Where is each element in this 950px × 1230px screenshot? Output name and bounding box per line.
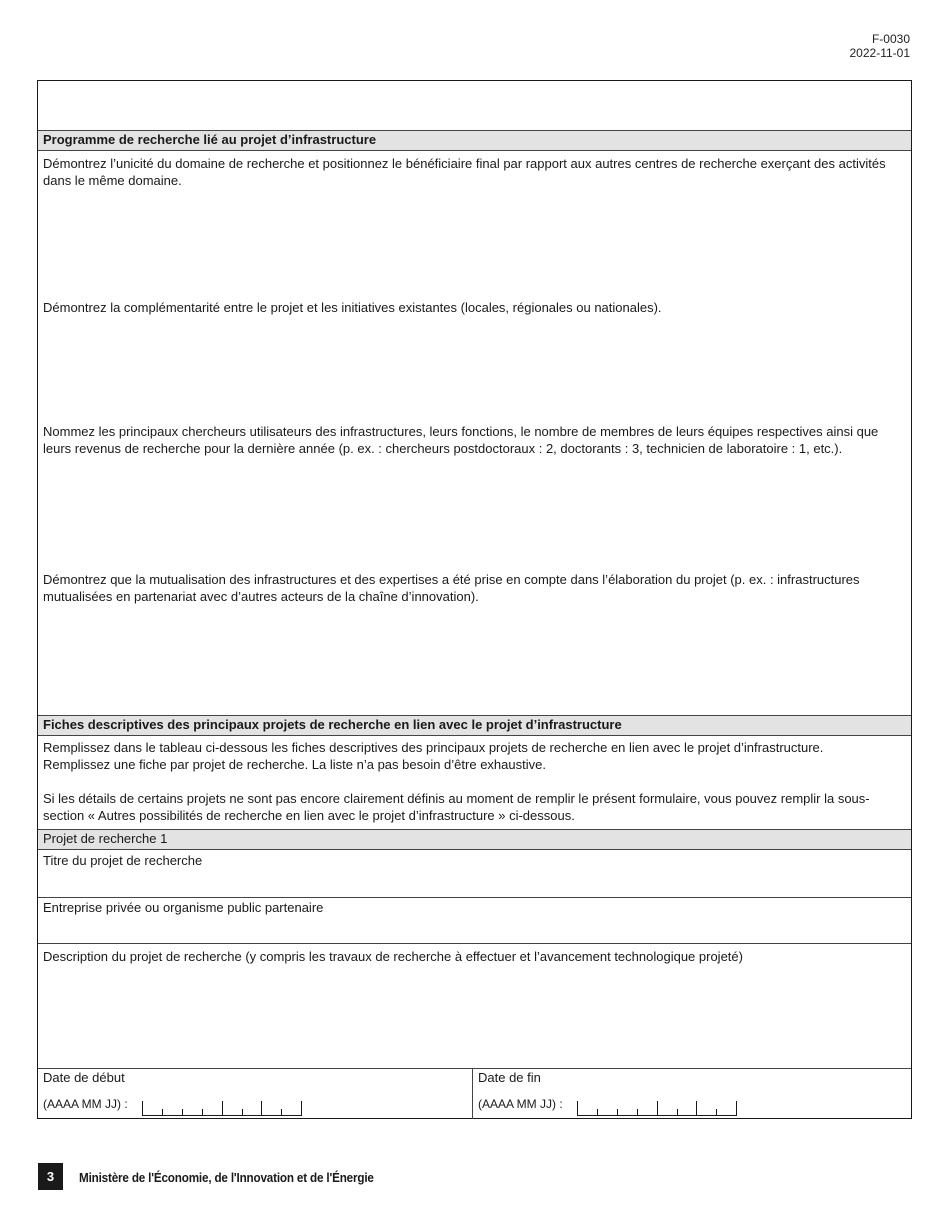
instruction-3: Si les détails de certains projets ne sont pas encore clairement définis au moment de remplir le présent formulaire, vous pouvez remplir la sous-section « Autres possibilités de recherche en lien avec le projet d’infrastructure » ci-dessous. — [43, 791, 870, 823]
end-date-format-hint: (AAAA MM JJ) : — [478, 1097, 563, 1111]
form-code — [850, 32, 911, 60]
question-uniqueness: Démontrez l’unicité du domaine de recherche et positionnez le bénéficiaire final par rapport aux autres centres de recherche exerçant des activités dans le même domaine. — [43, 156, 886, 188]
form-frame — [37, 80, 912, 1119]
divider — [38, 943, 911, 944]
question-researchers: Nommez les principaux chercheurs utilisateurs des infrastructures, leurs fonctions, le nombre de membres de leurs équipes respectives ainsi que leurs revenus de recherche pour la dernière année (p. ex. : chercheurs postdoctoraux : 2, doctorants : 3, technicien de laboratoire : 1, etc.). — [43, 424, 879, 456]
instruction-2: Remplissez une fiche par projet de recherche. La liste n’a pas besoin d’être exhaustive. — [43, 757, 546, 772]
answer-uniqueness[interactable] — [38, 191, 911, 296]
description-input[interactable] — [38, 967, 911, 1067]
ministry-name: Ministère de l'Économie, de l'Innovation et de l'Énergie — [79, 1170, 374, 1185]
description-label: Description du projet de recherche (y compris les travaux de recherche à effectuer et l’avancement technologique projeté) — [43, 949, 743, 964]
answer-pooling[interactable] — [38, 608, 911, 713]
start-date-label: Date de début — [43, 1070, 125, 1085]
question-pooling: Démontrez que la mutualisation des infrastructures et des expertises a été prise en compte dans l’élaboration du projet (p. ex. : infrastructures mutualisées en partenariat avec d’autres acteurs de la chaîne d’innovation). — [43, 572, 860, 604]
project-1-header: Projet de recherche 1 — [38, 829, 911, 850]
section-header-project-sheets: Fiches descriptives des principaux projets de recherche en lien avec le projet d’infrastructure — [38, 715, 911, 736]
project-title-input[interactable] — [38, 871, 911, 897]
end-date-label: Date de fin — [478, 1070, 541, 1085]
answer-researchers[interactable] — [38, 476, 911, 571]
end-date-cell — [473, 1068, 911, 1119]
project-title-label: Titre du projet de recherche — [43, 853, 203, 868]
section-header-research-program: Programme de recherche lié au projet d’infrastructure — [38, 130, 911, 151]
instruction-1: Remplissez dans le tableau ci-dessous les fiches descriptives des principaux projets de recherche en lien avec le projet d’infrastructure. — [43, 740, 824, 755]
start-date-format-hint: (AAAA MM JJ) : — [43, 1097, 128, 1111]
form-number: F-0030 — [871, 32, 910, 46]
instructions — [38, 739, 911, 824]
divider — [38, 897, 911, 898]
end-date-input[interactable] — [577, 1101, 737, 1116]
answer-complementarity[interactable] — [38, 318, 911, 423]
form-date: 2022-11-01 — [849, 46, 910, 60]
top-answer-field[interactable] — [38, 81, 911, 130]
start-date-input[interactable] — [142, 1101, 302, 1116]
partner-input[interactable] — [38, 918, 911, 943]
partner-label: Entreprise privée ou organisme public partenaire — [43, 900, 324, 915]
start-date-cell — [38, 1068, 473, 1119]
page-number-badge: 3 — [38, 1163, 63, 1190]
question-complementarity: Démontrez la complémentarité entre le projet et les initiatives existantes (locales, régionales ou nationales). — [43, 300, 662, 315]
